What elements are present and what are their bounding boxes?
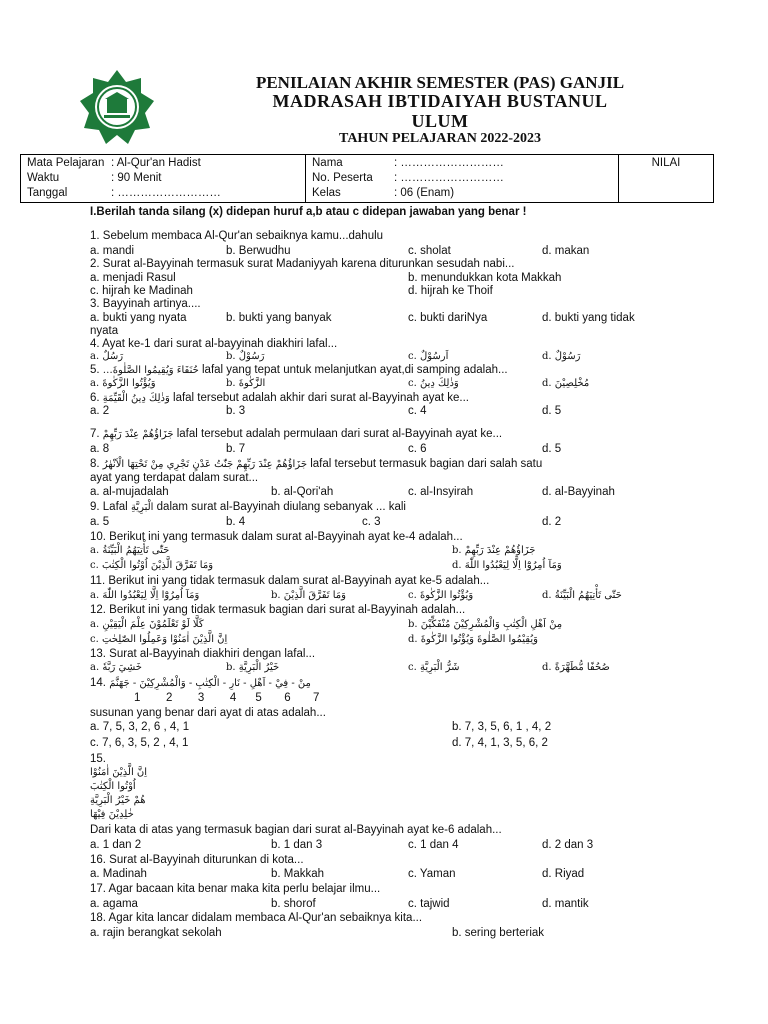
q8-text: lafal tersebut termasuk bagian dari salah satu [310,458,543,470]
kelas-label: Kelas [312,187,341,199]
option-11b: b. وَمَا تَفَرَّقَ الَّذِيْنَ [271,590,346,601]
option-13d: d. صُحُفًا مُّطَهَّرَةً [542,662,610,673]
option-15b: b. 1 dan 3 [271,839,323,851]
option-6b: b. 3 [226,405,246,417]
option-6d: d. 5 [542,405,562,417]
option-2a: a. menjadi Rasul [90,272,176,284]
option-6c: c. 4 [408,405,427,417]
option-8a: a. al-mujadalah [90,486,169,498]
peserta-value: : ……………………… [394,172,504,184]
q9-text2: dalam surat al-Bayyinah diulang sebanyak ... kali [156,501,406,513]
option-1d: d. makan [542,245,590,257]
kelas-value: : 06 (Enam) [394,187,455,199]
q5-text: lafal yang tepat untuk melanjutkan ayat,di samping adalah... [202,364,508,376]
option-5d: d. مُخْلِصِيْنَ [542,378,590,389]
option-3c: c. bukti dariNya [408,312,488,324]
q5-number: 5. [90,364,100,376]
student-info-table [20,154,714,203]
option-14a: a. 7, 5, 3, 2, 6 , 4, 1 [90,721,190,733]
option-13c: c. شَرُّ الْبَرِيَّةِ [408,662,460,673]
option-4c: c. اَرسُوْلٌ [408,351,449,362]
option-1a: a. mandi [90,245,135,257]
option-14b: b. 7, 3, 5, 6, 1 , 4, 2 [452,721,552,733]
q6-text: lafal tersebut adalah akhir dari surat al-Bayyinah ayat ke... [173,392,469,404]
option-8c: c. al-Insyirah [408,486,474,498]
option-18a: a. rajin berangkat sekolah [90,927,222,939]
option-2c: c. hijrah ke Madinah [90,285,193,297]
option-15a: a. 1 dan 2 [90,839,142,851]
question-7 [90,427,502,442]
option-4a: a. رَسُلٌ [90,351,124,362]
option-16d: d. Riyad [542,868,585,880]
q14-number: 14. [90,677,106,689]
option-7a: a. 8 [90,443,110,455]
question-18: 18. Agar kita lancar didalam membaca Al-Qur'an sebaiknya kita... [90,912,423,924]
tanggal-label: Tanggal [27,187,68,199]
option-15c: c. 1 dan 4 [408,839,459,851]
q15-word-3: هُمْ خَيْرُ الْبَرِيَّةِ [90,795,146,806]
q7-text: lafal tersebut adalah permulaan dari surat al-Bayyinah ayat ke... [176,428,503,440]
option-12b: b. مِنْ اَهْلِ الْكِتٰبِ وَالْمُشْرِكِيْنَ مُنْفَكِّيْنَ [408,619,563,630]
option-10c: c. وَمَا تَفَرَّقَ الَّذِيْنَ اُوْتُوا الْكِتٰبَ [90,560,214,571]
q15-word-2: اُوْتُوا الْكِتٰبَ [90,781,136,792]
option-9c: c. 3 [362,516,381,528]
nilai-label: NILAI [651,157,681,169]
question-2: 2. Surat al-Bayyinah termasuk surat Madaniyyah karena diturunkan sesudah nabi... [90,258,515,270]
q14-arabic: مِنْ - فِيْ - اَهْلِ - نَارِ - الْكِتٰبِ - وَالْمُشْرِكِيْنَ - جَهَنَّمَ [109,678,311,689]
option-10b: b. جَزَاؤُهُمْ عِنْدَ رَبِّهِمْ [452,545,536,556]
school-name-cont: ULUM [411,111,469,131]
instruction: I.Berilah tanda silang (x) didepan huruf a,b atau c didepan jawaban yang benar ! [90,206,527,218]
q14-numbers: 1 2 3 4 5 6 7 [134,692,320,704]
question-13: 13. Surat al-Bayyinah diakhiri dengan lafal... [90,648,316,660]
option-1c: c. sholat [408,245,451,257]
option-7c: c. 6 [408,443,427,455]
q6-arabic: وَذٰلِكَ دِينُ الْقَيِّمَةِ [102,393,170,404]
peserta-label: No. Peserta [312,172,373,184]
q8-number: 8. [90,458,100,470]
question-10: 10. Berikut ini yang termasuk dalam surat al-Bayyinah ayat ke-4 adalah... [90,531,463,543]
q5-arabic: …حُنَفَاءَ وَيُقِيمُوا الصَّلٰوةَ [102,365,199,376]
option-17a: a. agama [90,898,138,910]
option-16b: b. Makkah [271,868,325,880]
question-9 [90,500,406,515]
header-title: PENILAIAN AKHIR SEMESTER (PAS) GANJIL [255,73,625,92]
option-12a: a. كَلَّا لَوْ تَعْلَمُوْنَ عِلْمَ الْيَقِيْنِ [90,619,204,630]
option-4b: b. رَسُوْلٌ [226,351,265,362]
q15-word-1: اِنَّ الَّذِيْنَ اٰمَنُوْا [90,767,148,778]
question-14 [90,676,311,691]
mapel-value: : Al-Qur'an Hadist [111,157,201,169]
q7-arabic: جَزَاؤُهُمْ عِنْدَ رَبِّهِمْ [102,429,174,440]
option-3d-cont: nyata [90,325,119,337]
waktu-value: : 90 Menit [111,172,162,184]
school-logo [78,68,156,146]
tanggal-value: : ……………………… [111,187,221,199]
option-13a: a. خَشِيَ رَبَّهٗ [90,662,142,673]
option-7d: d. 5 [542,443,562,455]
question-15-number: 15. [90,753,106,765]
mapel-label: Mata Pelajaran [27,157,105,169]
waktu-label: Waktu [27,172,60,184]
option-3b: b. bukti yang banyak [226,312,332,324]
option-6a: a. 2 [90,405,110,417]
option-9a: a. 5 [90,516,110,528]
option-10a: a. حَتّٰى تَأْتِيَهُمُ الْبَيِّنَةُ [90,545,170,556]
option-17b: b. shorof [271,898,316,910]
option-15d: d. 2 dan 3 [542,839,594,851]
option-2b: b. menundukkan kota Makkah [408,272,562,284]
question-16: 16. Surat al-Bayyinah diturunkan di kota... [90,854,304,866]
option-14c: c. 7, 6, 3, 5, 2 , 4, 1 [90,737,189,749]
option-9b: b. 4 [226,516,246,528]
question-1: 1. Sebelum membaca Al-Qur'an sebaiknya kamu...dahulu [90,230,384,242]
option-16a: a. Madinah [90,868,147,880]
option-17c: c. tajwid [408,898,450,910]
nama-value: : ……………………… [394,157,504,169]
q9-arabic: الْبَرِيَّةِ [130,502,154,513]
q7-number: 7. [90,428,100,440]
option-17d: d. mantik [542,898,589,910]
question-11: 11. Berikut ini yang tidak termasuk dalam surat al-Bayyinah ayat ke-5 adalah... [90,575,490,587]
option-3d: d. bukti yang tidak [542,312,635,324]
q6-number: 6. [90,392,100,404]
option-12d: d. وَيُقِيْمُوا الصَّلٰوةَ وَيُؤْتُوا الزَّكٰوةَ [408,634,538,645]
question-12: 12. Berikut ini yang tidak termasuk bagian dari surat al-Bayyinah adalah... [90,604,466,616]
option-18b: b. sering berteriak [452,927,545,939]
school-name: MADRASAH IBTIDAIYAH BUSTANUL [272,91,608,111]
option-16c: c. Yaman [408,868,456,880]
option-10d: d. وَمَآ اُمِرُوْٓا اِلَّا لِيَعْبُدُوا اللّٰهَ [452,560,562,571]
option-8b: b. al-Qori'ah [271,486,334,498]
option-11d: d. حَتّٰى تَأْتِيَهُمُ الْبَيِّنَةُ [542,590,622,601]
question-17: 17. Agar bacaan kita benar maka kita perlu belajar ilmu... [90,883,381,895]
option-12c: c. اِنَّ الَّذِيْنَ اٰمَنُوْا وَعَمِلُوا الصّٰلِحٰتِ [90,634,228,645]
option-4d: d. رَسُوْلٌ [542,351,581,362]
nama-label: Nama [312,157,343,169]
question-8-cont: ayat yang terdapat dalam surat... [90,472,259,484]
question-14-text: susunan yang benar dari ayat di atas adalah... [90,707,326,719]
question-4: 4. Ayat ke-1 dari surat al-bayyinah diakhiri lafal... [90,338,338,350]
option-5c: c. وَذٰلِكَ دِينُ [408,378,459,389]
option-9d: d. 2 [542,516,562,528]
q8-arabic: جَزَاؤُهُمْ عِنْدَ رَبِّهِمْ جَنّٰتُ عَدْنٍ تَجْرِي مِنْ تَحْتِهَا الْاَنْهٰرُ [102,459,308,470]
question-15: Dari kata di atas yang termasuk bagian dari surat al-Bayyinah ayat ke-6 adalah... [90,824,502,836]
option-8d: d. al-Bayyinah [542,486,615,498]
option-13b: b. خَيْرُ الْبَرِيَّةِ [226,662,280,673]
q15-word-4: خٰلِدِيْنَ فِيْهَا [90,809,134,820]
option-14d: d. 7, 4, 1, 3, 5, 6, 2 [452,737,548,749]
option-2d: d. hijrah ke Thoif [408,285,493,297]
question-5 [90,363,508,378]
option-1b: b. Berwudhu [226,245,291,257]
option-7b: b. 7 [226,443,246,455]
option-3a: a. bukti yang nyata [90,312,187,324]
q9-text: 9. Lafal [90,501,128,513]
option-5a: a. وَيُؤْتُوا الزَّكٰوةَ [90,378,156,389]
question-3: 3. Bayyinah artinya.... [90,298,201,310]
question-8 [90,457,542,472]
option-11a: a. وَمَآ اُمِرُوْٓا اِلَّا لِيَعْبُدُوا اللّٰهَ [90,590,200,601]
option-11c: c. وَيُؤْتُوا الزَّكٰوةَ [408,590,474,601]
option-5b: b. الزَّكٰوةَ [226,378,266,389]
school-year: TAHUN PELAJARAN 2022-2023 [339,131,541,146]
